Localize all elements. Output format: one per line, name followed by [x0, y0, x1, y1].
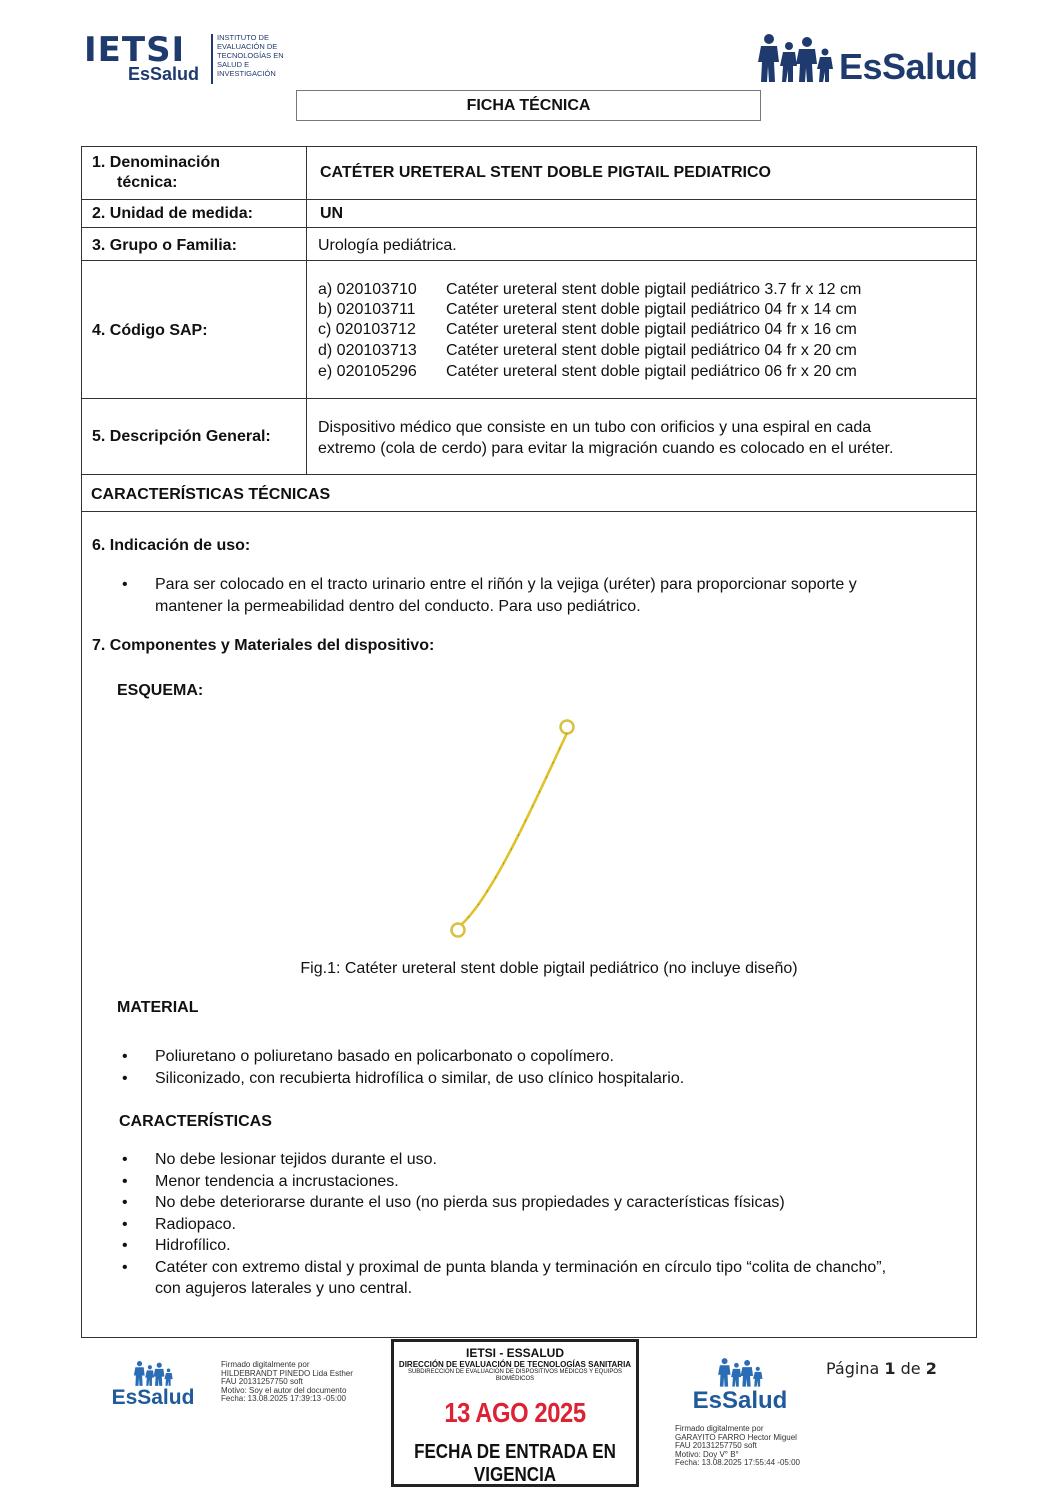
page-number-total: 2 — [925, 1359, 937, 1378]
row-grupo-label: 3. Grupo o Familia: — [92, 237, 237, 254]
sap-desc: Catéter ureteral stent doble pigtail pediátrico 04 fr x 16 cm — [446, 321, 857, 338]
stamp-subdirection: SUBDIRECCIÓN DE EVALUACIÓN DE DISPOSITIVOS MÉDICOS Y EQUIPOS BIOMÉDICOS — [407, 1369, 623, 1382]
sap-desc: Catéter ureteral stent doble pigtail pediátrico 3.7 fr x 12 cm — [446, 281, 862, 298]
essalud-logo — [755, 32, 985, 90]
list-item: • No debe lesionar tejidos durante el uso. — [118, 1149, 968, 1171]
sap-code: b) 020103711 — [318, 301, 416, 318]
list-item — [118, 574, 978, 617]
digital-signature-left: Firmado digitalmente por HILDEBRANDT PINEDO Lida Esther FAU 20131257750 soft Motivo: Soy el autor del documento Fecha: 13.08.2025 17:39:13 -05:00 — [221, 1360, 353, 1403]
section-7-title: 7. Componentes y Materiales del dispositivo: — [92, 637, 435, 654]
row-descripcion-value-b: extremo (cola de cerdo) para evitar la migración cuando es colocado en el uréter. — [318, 440, 894, 457]
caracteristicas-title: CARACTERÍSTICAS — [119, 1113, 272, 1130]
sap-item — [318, 320, 857, 340]
ietsi-logo-subtext: EsSalud — [128, 64, 200, 84]
row-denominacion-label-a: 1. Denominación — [92, 154, 221, 171]
list-item: • Radiopaco. — [118, 1214, 968, 1236]
row-denominacion-label-b: técnica: — [117, 174, 178, 191]
sap-item — [318, 280, 861, 300]
essalud-footer-logo-left — [108, 1360, 198, 1410]
page-number-prefix: Página — [826, 1359, 885, 1378]
vigencia-stamp — [391, 1339, 639, 1487]
list-item-text: mantener la permeabilidad dentro del conducto. Para uso pediátrico. — [155, 597, 641, 615]
stamp-vigencia: FECHA DE ENTRADA EN VIGENCIA — [414, 1441, 616, 1486]
stamp-date: 13 AGO 2025 — [444, 1397, 586, 1428]
esquema-label: ESQUEMA: — [117, 682, 204, 699]
figure-caption: Fig.1: Catéter ureteral stent doble pigtail pediátrico (no incluye diseño) — [300, 960, 798, 977]
table-divider — [81, 260, 977, 261]
sap-item — [318, 300, 857, 320]
essalud-logo-text: EsSalud — [839, 46, 978, 87]
list-item-text: con agujeros laterales y uno central. — [155, 1280, 413, 1297]
sap-item — [318, 362, 857, 382]
row-unidad-value: UN — [320, 205, 344, 222]
table-divider — [81, 398, 977, 399]
sap-desc: Catéter ureteral stent doble pigtail pediátrico 06 fr x 20 cm — [446, 363, 857, 380]
ietsi-institute-name: INSTITUTO DE EVALUACIÓN DE TECNOLOGÍAS EN SALUD E INVESTIGACIÓN — [217, 33, 284, 78]
row-descripcion-value-a: Dispositivo médico que consiste en un tubo con orificios y una espiral en cada — [318, 419, 872, 436]
sap-code: d) 020103713 — [318, 342, 417, 359]
essalud-family-icon — [128, 1360, 178, 1388]
list-item — [118, 1257, 968, 1300]
indicacion-list — [118, 574, 978, 617]
row-descripcion-label: 5. Descripción General: — [92, 428, 271, 445]
sap-item — [318, 341, 857, 361]
essalud-footer-logo-right — [690, 1357, 790, 1415]
ietsi-logo-text: IETSI — [84, 30, 186, 70]
row-sap-label: 4. Código SAP: — [92, 322, 208, 339]
table-divider — [81, 474, 977, 475]
row-unidad-label: 2. Unidad de medida: — [92, 205, 253, 222]
row-grupo-value: Urología pediátrica. — [318, 237, 457, 254]
list-item: • Siliconizado, con recubierta hidrofílica o similar, de uso clínico hospitalario. — [118, 1068, 958, 1090]
ietsi-logo-divider — [211, 34, 213, 84]
essalud-family-icon — [755, 32, 835, 86]
list-item: • No debe deteriorarse durante el uso (no pierda sus propiedades y características físicas) — [118, 1192, 968, 1214]
essalud-family-icon — [712, 1357, 768, 1389]
caracteristicas-list — [118, 1149, 968, 1300]
material-list — [118, 1046, 958, 1089]
sap-code: a) 020103710 — [318, 281, 417, 298]
stamp-direction: DIRECCIÓN DE EVALUACIÓN DE TECNOLOGÍAS SANITARIA — [398, 1360, 632, 1369]
page-number-mid: de — [895, 1359, 926, 1378]
sap-desc: Catéter ureteral stent doble pigtail pediátrico 04 fr x 14 cm — [446, 301, 857, 318]
table-column-divider — [306, 146, 307, 474]
table-divider — [81, 511, 977, 512]
row-denominacion-value: CATÉTER URETERAL STENT DOBLE PIGTAIL PEDIATRICO — [320, 164, 771, 181]
ietsi-logo — [84, 30, 299, 90]
sap-code: e) 020105296 — [318, 363, 417, 380]
list-item-text: Para ser colocado en el tracto urinario entre el riñón y la vejiga (uréter) para proporcionar soporte y — [155, 576, 857, 593]
essalud-footer-text: EsSalud — [692, 1387, 788, 1414]
stamp-title: IETSI - ESSALUD — [465, 1346, 564, 1360]
digital-signature-right: Firmado digitalmente por GARAYITO FARRO Hector Miguel FAU 20131257750 soft Motivo: Doy V° B° Fecha: 13.08.2025 17:55:44 -05:00 — [675, 1424, 800, 1467]
sap-code: c) 020103712 — [318, 321, 416, 338]
list-item: • Poliuretano o poliuretano basado en policarbonato o copolímero. — [118, 1046, 958, 1068]
table-divider — [81, 227, 977, 228]
section-caracteristicas-tecnicas: CARACTERÍSTICAS TÉCNICAS — [91, 486, 331, 503]
list-item: • Hidrofílico. — [118, 1235, 968, 1257]
list-item-text: Catéter con extremo distal y proximal de punta blanda y terminación en círculo tipo “colita de chancho”, — [155, 1258, 887, 1276]
page-number — [826, 1359, 937, 1378]
document-title: FICHA TÉCNICA — [296, 90, 761, 121]
page-number-current: 1 — [884, 1359, 896, 1378]
essalud-footer-text: EsSalud — [111, 1386, 195, 1409]
section-6-title: 6. Indicación de uso: — [92, 537, 251, 554]
material-title: MATERIAL — [117, 999, 199, 1016]
table-divider — [81, 199, 977, 200]
pigtail-stent-image — [440, 712, 590, 944]
sap-desc: Catéter ureteral stent doble pigtail pediátrico 04 fr x 20 cm — [446, 342, 857, 359]
list-item: • Menor tendencia a incrustaciones. — [118, 1171, 968, 1193]
